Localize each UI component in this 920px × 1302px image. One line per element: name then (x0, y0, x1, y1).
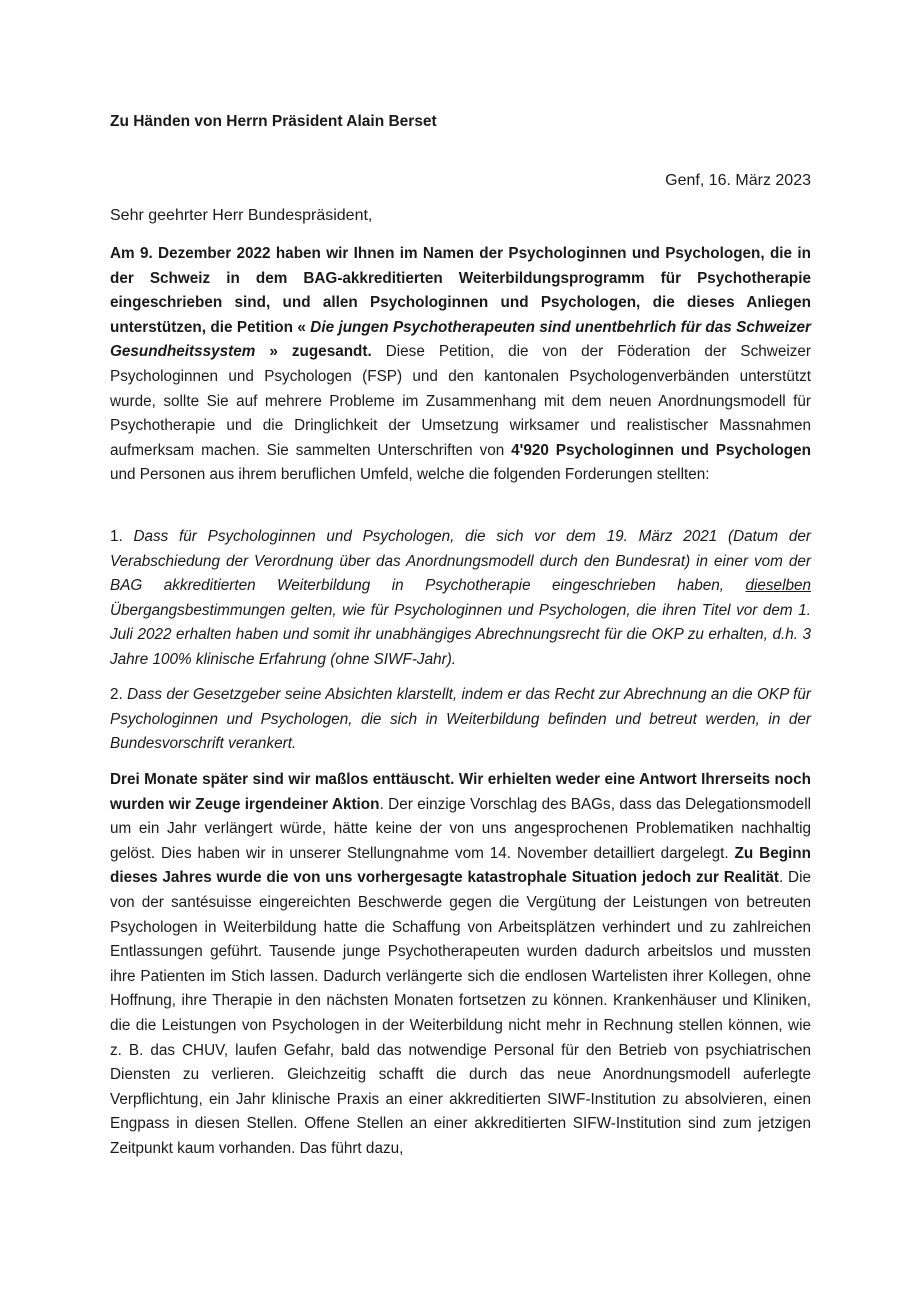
addressee-line: Zu Händen von Herrn Präsident Alain Berset (110, 113, 437, 130)
letter-date: Genf, 16. März 2023 (665, 172, 811, 189)
paragraph-current-situation (110, 768, 811, 1162)
demand-item-1 (110, 525, 811, 673)
demand-1-text-b: Übergangsbestimmungen gelten, wie für Psychologinnen und Psychologen, die ihren Titel vor dem 1. Juli 2022 erhalten haben und somit ihr unabhängiges Abrechnungsrecht für die OKP zu erhalten, d.h. 3 Jahre 100% klinische Erfahrung (ohne SIWF-Jahr). (110, 601, 811, 668)
situation-text-b: . Die von der santésuisse eingereichten Beschwerde gegen die Vergütung der Leistungen von betreuten Psychologen in Weiterbildung hatte die Schaffung von Arbeitsplätzen verhindert und zu zahlreichen Entlassungen geführt. Tausende junge Psychotherapeuten wurden dadurch arbeitslos und mussten ihre Patienten im Stich lassen. Dadurch verlängerte sich die endlosen Wartelisten ihrer Kollegen, ohne Hoffnung, ihre Therapie in den nächsten Monaten fortsetzen zu können. Krankenhäuser und Kliniken, die die Leistungen von Psychologen in der Weiterbildung nicht mehr in Rechnung stellen können, wie z. B. das CHUV, laufen Gefahr, bald das notwendige Personal für den Betrieb von psychiatrischen Diensten zu verlieren. Gleichzeitig schafft die durch das neue Anordnungsmodell auferlegte Verpflichtung, ein Jahr klinische Praxis an einer akkreditierten SIWF-Institution zu absolvieren, einen Engpass in diesen Stellen. Offene Stellen an einer akkreditierten SIFW-Institution sind zum jetzigen Zeitpunkt kaum vorhanden. Das führt dazu, (110, 869, 811, 1157)
reality-bold: Zu Beginn dieses Jahres wurde die von uns vorhergesagte katastrophale Situation jedoch zur Realität (110, 844, 811, 887)
petition-intro-bold: Am 9. Dezember 2022 haben wir Ihnen im Namen der Psychologinnen und Psychologen, die in der Schweiz in dem BAG-akkreditierten Weiterbildungsprogramm für Psychotherapie eingeschrieben sind, und allen Psychologinnen und Psychologen, die dieses Anliegen unterstützen, die Petition « (110, 245, 811, 336)
salutation: Sehr geehrter Herr Bundespräsident, (110, 207, 373, 224)
demand-1-underlined: dieselben (745, 577, 811, 595)
petition-description: Diese Petition, die von der Föderation der Schweizer Psychologinnen und Psychologen (FSP) und den kantonalen Psychologenverbänden unterstützt wurde, sollte Sie auf mehrere Probleme im Zusammenhang mit dem neuen Anordnungsmodell für Psychotherapie und die Dringlichkeit der Umsetzung wirksamer und realistischer Massnahmen aufmerksam machen. Sie sammelten Unterschriften von (110, 343, 811, 459)
petition-sent-bold: » zugesandt. (255, 343, 372, 361)
demand-number-1: 1. (110, 528, 134, 545)
disappointment-bold: Drei Monate später sind wir maßlos enttäuscht. Wir erhielten weder eine Antwort Ihrerseits noch wurden wir Zeuge irgendeiner Aktion (110, 771, 811, 813)
situation-text-a: . Der einzige Vorschlag des BAGs, dass das Delegationsmodell um ein Jahr verlängert würde, hätte keine der von uns angesprochenen Problematiken nachhaltig gelöst. Dies haben wir in unserer Stellungnahme vom 14. November detailliert dargelegt. (110, 795, 811, 862)
demand-number-2: 2. (110, 686, 128, 703)
demand-1-text-a: Dass für Psychologinnen und Psychologen, die sich vor dem 19. März 2021 (Datum der Verabschiedung der Verordnung über das Anordnungsmodell durch den Bundesrat) in einer vom der BAG akkreditierten Weiterbildung in Psychotherapie eingeschrieben haben, (110, 528, 811, 595)
demand-2-text: Dass der Gesetzgeber seine Absichten klarstellt, indem er das Recht zur Abrechnung an die OKP für Psychologinnen und Psychologen, die sich in Weiterbildung befinden und betreut werden, in der Bundesvorschrift verankert. (110, 686, 811, 753)
demand-item-2 (110, 683, 811, 757)
paragraph-petition-intro (110, 242, 811, 488)
signature-count: 4'920 Psychologinnen und Psychologen (511, 441, 811, 459)
petition-demands-lead: und Personen aus ihrem beruflichen Umfeld, welche die folgenden Forderungen stellten: (110, 466, 710, 484)
petition-title: Die jungen Psychotherapeuten sind unentbehrlich für das Schweizer Gesundheitssystem (110, 318, 811, 361)
